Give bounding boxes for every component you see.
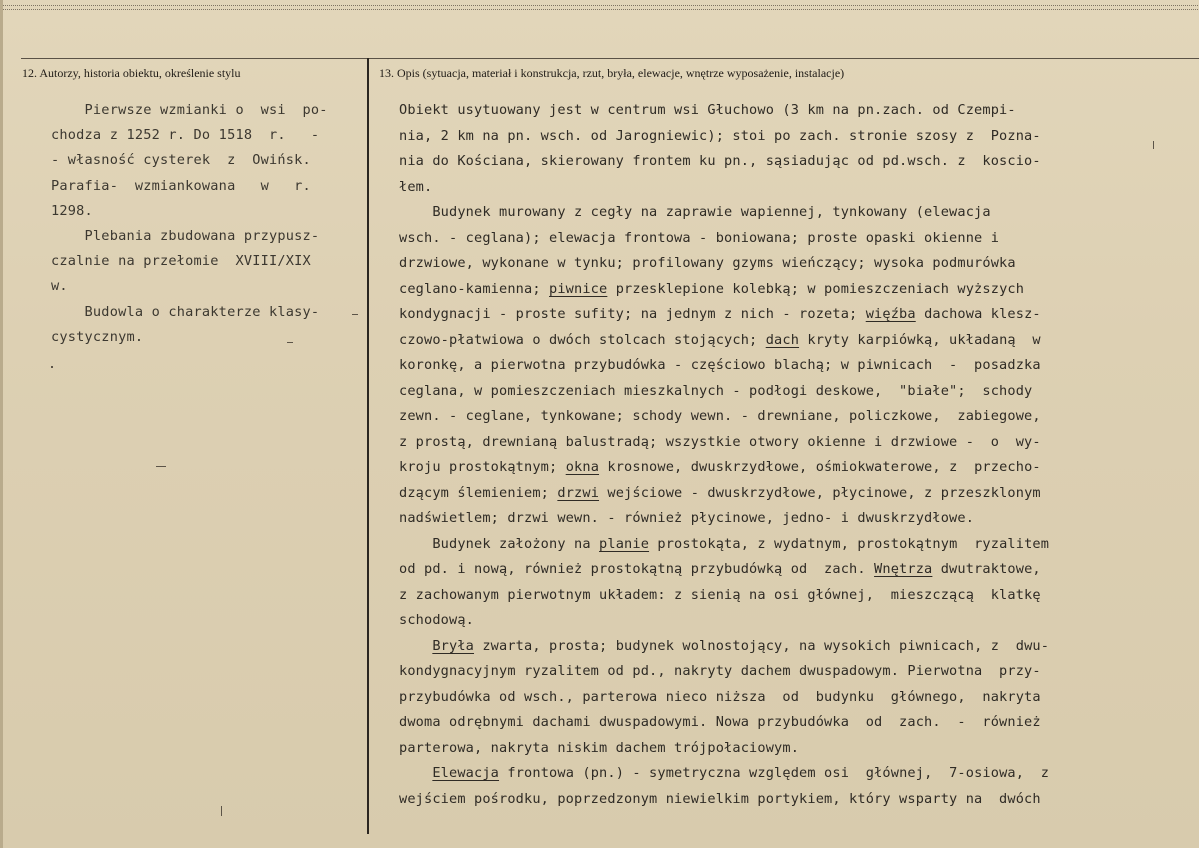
description-text-line [399, 481, 1159, 507]
description-text-line [399, 404, 1159, 430]
history-text-line: Pierwsze wzmianki o wsi po- [51, 102, 328, 118]
history-text-line: - własność cysterek z Owińsk. [51, 152, 311, 169]
description-text-line [399, 277, 1159, 303]
description-text-line [399, 455, 1159, 481]
description-text-line [399, 532, 1159, 558]
underlined-keyword: więźba [865, 306, 916, 322]
history-text-line: cystycznym. [51, 328, 144, 345]
text-segment: ceglano-kamienna; [399, 280, 550, 297]
underlined-keyword: dach [765, 331, 800, 348]
text-segment: kondygnacyjnym ryzalitem od pd., nakryty dachem dwuspadowym. Pierwotna przy- [399, 663, 1041, 679]
ink-speck [221, 806, 222, 816]
text-segment: kondygnacji - proste sufity; na jednym z nich - rozeta; [399, 306, 866, 322]
description-text-line [399, 149, 1159, 175]
description-text-line [399, 328, 1159, 354]
text-segment: dwoma odrębnymi dachami dwuspadowymi. Nowa przybudówka od zach. - również [399, 714, 1041, 730]
description-text-line [399, 583, 1159, 609]
description-text-line [399, 124, 1159, 150]
description-text-line [399, 302, 1159, 328]
text-segment: dwutraktowe, [932, 561, 1041, 577]
text-segment: wejściowe - dwuskrzydłowe, płycinowe, z przeszklonym [599, 484, 1041, 501]
text-segment: łem. [399, 178, 433, 195]
history-text-line: w. [51, 278, 68, 295]
underlined-keyword: drzwi [557, 484, 600, 501]
text-segment: nadświetlem; drzwi wewn. - również płycinowe, jedno- i dwuskrzydłowe. [399, 510, 975, 526]
underlined-keyword: okna [565, 459, 600, 475]
description-text-line [399, 226, 1159, 252]
ink-speck [1153, 141, 1154, 149]
text-segment: kryty karpiówką, układaną w [799, 331, 1041, 348]
column-divider [367, 58, 369, 834]
description-text-line [399, 787, 1159, 813]
ink-speck [352, 314, 358, 315]
text-segment: wsch. - ceglana); elewacja frontowa - boniowana; proste opaski okienne i [399, 229, 1000, 246]
description-text-line [399, 557, 1159, 583]
history-section-text [51, 98, 359, 350]
underlined-keyword: piwnice [549, 280, 608, 297]
underlined-keyword: Bryła [432, 637, 475, 654]
text-segment: parterowa, nakryta niskim dachem trójpołaciowym. [399, 739, 800, 756]
section-13-header: 13. Opis (sytuacja, materiał i konstrukcja, rzut, bryła, elewacje, wnętrze wyposażenie, instalacje) [379, 66, 845, 80]
text-segment: schodową. [399, 612, 475, 628]
text-segment: koronkę, a pierwotna przybudówka - częściowo blachą; w piwnicach - posadzka [399, 357, 1041, 373]
text-segment: nia do Kościana, skierowany frontem ku pn., sąsiadując od pd.wsch. z koscio- [399, 153, 1041, 169]
ink-speck [156, 466, 166, 467]
history-text-line: Plebania zbudowana przypusz- [51, 227, 320, 244]
description-text-line [399, 634, 1159, 660]
description-text-line [399, 761, 1159, 787]
description-text-line [399, 379, 1159, 405]
description-text-line [399, 353, 1159, 379]
text-segment: drzwiowe, wykonane w tynku; profilowany gzyms wieńczący; wysoka podmurówka [399, 255, 1016, 271]
description-text-line [399, 251, 1159, 277]
description-text-line [399, 736, 1159, 762]
text-segment: dachowa klesz- [915, 306, 1041, 322]
history-text-line: Parafia- wzmiankowana w r. [51, 177, 311, 194]
text-segment: ceglana, w pomieszczeniach mieszkalnych - podłogi deskowe, "białe"; schody [399, 382, 1033, 399]
text-segment: przesklepione kolebką; w pomieszczeniach wyższych [607, 280, 1025, 297]
text-segment [399, 638, 432, 654]
text-segment: Obiekt usytuowany jest w centrum wsi Głuchowo (3 km na pn.zach. od Czempi- [399, 102, 1016, 118]
text-segment: od pd. i nową, również prostokątną przybudówką od zach. [399, 561, 875, 577]
history-text-line: chodza z 1252 r. Do 1518 r. - [51, 127, 320, 144]
top-perforation-rule [3, 5, 1199, 10]
description-text-line [399, 430, 1159, 456]
text-segment: kroju prostokątnym; [399, 459, 566, 475]
description-text-line [399, 608, 1159, 634]
text-segment: wejściem pośrodku, poprzedzonym niewielkim portykiem, który wsparty na dwóch [399, 790, 1041, 807]
description-text-line [399, 200, 1159, 226]
history-text-line: czalnie na przełomie XVIII/XIX [51, 253, 311, 270]
section-12-header: 12. Autorzy, historia obiektu, określenie stylu [22, 66, 241, 80]
text-segment: z zachowanym pierwotnym układem: z sienią na osi głównej, mieszczącą klatkę [399, 586, 1041, 603]
underlined-keyword: planie [599, 535, 650, 552]
text-segment: czowo-płatwiowa o dwóch stolcach stojących; [399, 331, 766, 348]
description-text-line [399, 175, 1159, 201]
history-text-line: 1298. [51, 202, 93, 219]
text-segment: Budynek murowany z cegły na zaprawie wapiennej, tynkowany (elewacja [399, 204, 991, 220]
history-text-line: Budowla o charakterze klasy- [51, 303, 320, 320]
description-text-line [399, 659, 1159, 685]
description-text-line [399, 710, 1159, 736]
ink-speck [51, 366, 53, 368]
text-segment: z prostą, drewnianą balustradą; wszystkie otwory okienne i drzwiowe - o wy- [399, 433, 1041, 450]
description-text-line [399, 506, 1159, 532]
text-segment: dzącym ślemieniem; [399, 484, 558, 501]
description-section-text [399, 98, 1159, 812]
underlined-keyword: Wnętrza [874, 561, 933, 577]
ink-speck [287, 342, 293, 343]
text-segment: Budynek założony na [399, 535, 600, 552]
header-rule [21, 58, 1199, 59]
text-segment: frontowa (pn.) - symetryczna względem osi głównej, 7-osiowa, z [499, 765, 1050, 781]
text-segment: zewn. - ceglane, tynkowane; schody wewn. - drewniane, policzkowe, zabiegowe, [399, 408, 1041, 424]
text-segment: prostokąta, z wydatnym, prostokątnym ryzalitem [649, 535, 1050, 552]
underlined-keyword: Elewacja [432, 765, 500, 781]
text-segment: zwarta, prosta; budynek wolnostojący, na wysokich piwnicach, z dwu- [474, 637, 1050, 654]
description-text-line [399, 685, 1159, 711]
description-text-line [399, 98, 1159, 124]
text-segment: krosnowe, dwuskrzydłowe, ośmiokwaterowe, z przecho- [599, 459, 1041, 475]
text-segment: przybudówka od wsch., parterowa nieco niższa od budynku głównego, nakryta [399, 688, 1041, 705]
text-segment: nia, 2 km na pn. wsch. od Jarogniewic); stoi po zach. stronie szosy z Pozna- [399, 127, 1041, 144]
text-segment [399, 765, 432, 781]
